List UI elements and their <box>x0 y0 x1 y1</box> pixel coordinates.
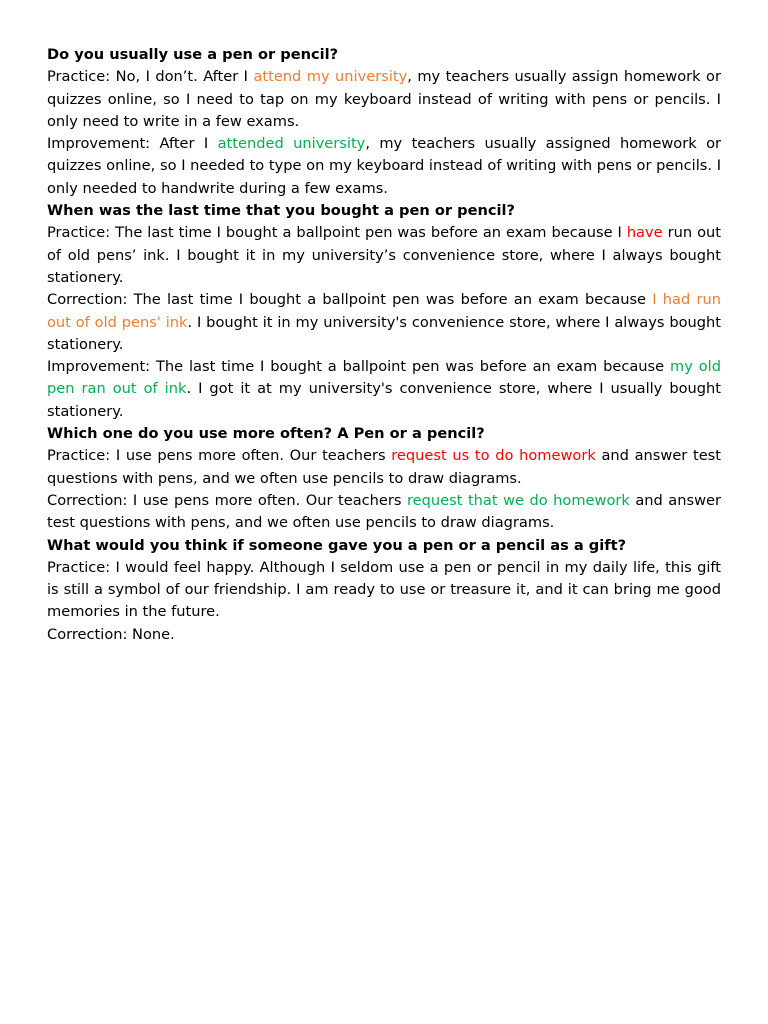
correction-paragraph <box>47 289 721 356</box>
paragraph-text: Improvement: The last time I bought a ballpoint pen was before an exam because <box>47 358 671 376</box>
improvement-paragraph <box>47 356 721 423</box>
paragraph-text: Correction: The last time I bought a ballpoint pen was before an exam because <box>47 291 653 309</box>
paragraph-text: Correction: I use pens more often. Our teachers <box>47 491 407 509</box>
paragraph-text: and answer test questions with pens, and we often use pencils to draw diagrams. <box>47 447 722 487</box>
question-heading: Do you usually use a pen or pencil? <box>47 46 339 63</box>
paragraph-text: run out of old pens’ ink. I bought it in my university’s convenience store, where I always bought stationery. <box>47 224 721 286</box>
practice-paragraph <box>47 66 721 133</box>
paragraph-text: Improvement: After I <box>47 135 218 153</box>
document-page <box>47 44 721 646</box>
correction-paragraph <box>47 490 721 535</box>
paragraph-text: , my teachers usually assign homework or quizzes online, so I need to tap on my keyboard instead of writing with pens or pencils. I only need to write in a few exams. <box>47 68 721 130</box>
highlighted-phrase: my old pen ran out of ink <box>47 358 721 398</box>
paragraph-text: . I got it at my university's convenience store, where I usually bought stationery. <box>47 380 721 420</box>
correction-paragraph: Correction: None. <box>47 625 175 643</box>
paragraph-text: Practice: No, I don’t. After I <box>47 68 254 86</box>
error-phrase: request us to do homework <box>391 447 596 465</box>
paragraph-text: , my teachers usually assigned homework or quizzes online, so I needed to type on my keyboard instead of writing with pens or pencils. I only needed to handwrite during a few exams. <box>47 135 721 197</box>
practice-paragraph <box>47 445 721 490</box>
highlighted-phrase: attended university <box>217 135 366 153</box>
question-heading: Which one do you use more often? A Pen or a pencil? <box>47 425 485 443</box>
practice-paragraph: Practice: I would feel happy. Although I seldom use a pen or pencil in my daily life, this gift is still a symbol of our friendship. I am ready to use or treasure it, and it can bring me good memories in the future. <box>47 558 721 621</box>
highlighted-phrase: attend my university <box>253 68 408 86</box>
paragraph-text: . I bought it in my university's convenience store, where I always bought stationery. <box>47 313 721 353</box>
paragraph-text: and answer test questions with pens, and we often use pencils to draw diagrams. <box>47 491 721 532</box>
paragraph-text: Practice: The last time I bought a ballpoint pen was before an exam because I <box>47 224 627 242</box>
question-heading: What would you think if someone gave you a pen or a pencil as a gift? <box>47 536 627 554</box>
practice-paragraph <box>47 222 721 289</box>
highlighted-phrase: I had run out of old pens' ink <box>47 291 721 331</box>
error-phrase: have <box>626 224 663 242</box>
improvement-paragraph <box>47 133 721 200</box>
question-heading: When was the last time that you bought a pen or pencil? <box>47 202 515 220</box>
paragraph-text: Practice: I use pens more often. Our teachers <box>47 447 392 465</box>
highlighted-phrase: request that we do homework <box>406 491 630 509</box>
